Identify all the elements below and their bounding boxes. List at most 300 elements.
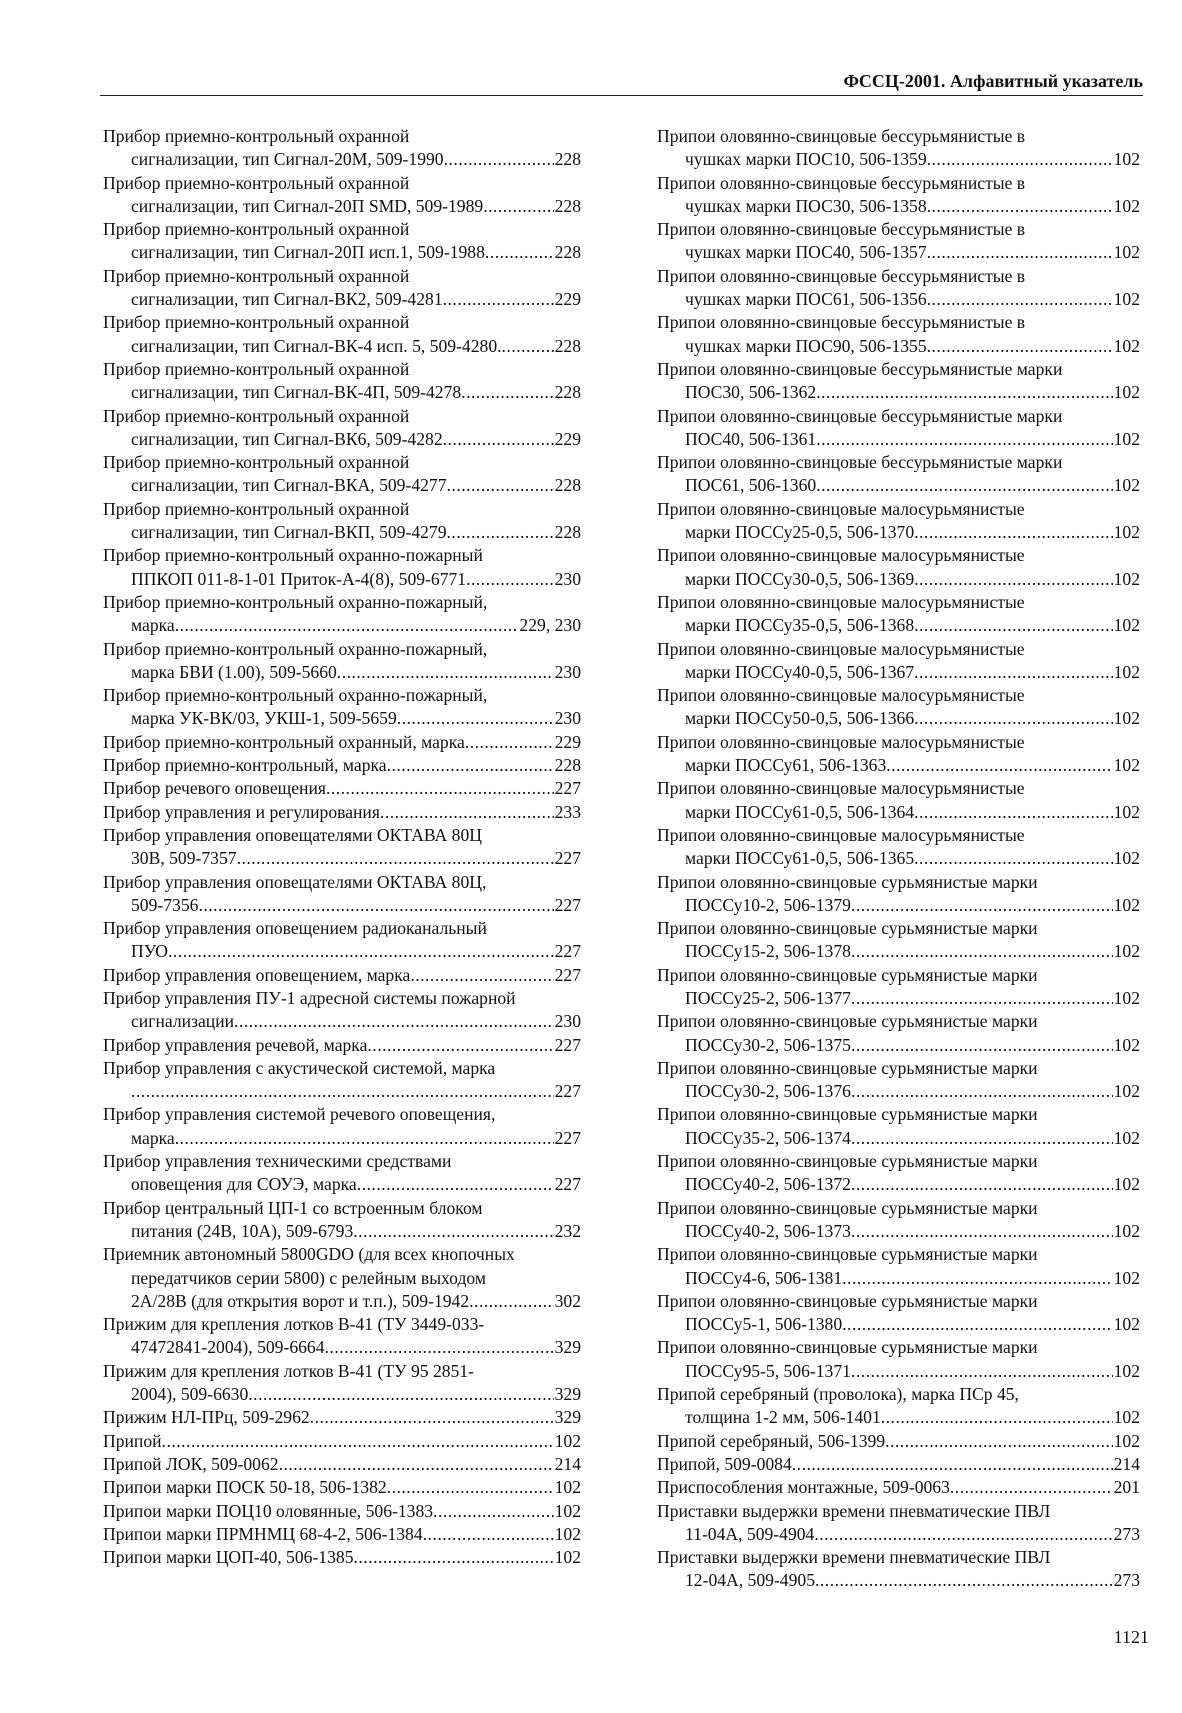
entry-text: ПОССу4-6, 506-1381 (685, 1267, 843, 1288)
index-entry (103, 1476, 581, 1499)
index-entry (657, 1103, 1140, 1150)
entry-continuation (103, 568, 581, 591)
index-entry (657, 1383, 1140, 1430)
dot-leader (950, 1476, 1113, 1499)
entry-text: 2А/28В (для открытия ворот и т.п.), 509-1942 (131, 1290, 470, 1311)
dot-leader (927, 241, 1113, 264)
dot-leader (914, 847, 1112, 870)
entry-text: Прибор приемно-контрольный охранной (103, 405, 410, 426)
dot-leader (367, 1034, 553, 1057)
entry-term (103, 405, 581, 428)
dot-leader (851, 987, 1113, 1010)
dot-leader (410, 964, 553, 987)
index-entry (657, 1336, 1140, 1383)
entry-text: ПОССу30-2, 506-1376 (685, 1081, 851, 1102)
entry-page-ref: 329 (554, 1337, 581, 1358)
entry-text: Припои оловянно-свинцовые малосурьмянистые (657, 638, 1025, 659)
entry-term (657, 1197, 1140, 1220)
entry-term (103, 1476, 581, 1499)
entry-page-ref: 227 (554, 964, 581, 985)
index-entry (657, 684, 1140, 731)
dot-leader (483, 195, 553, 218)
entry-continuation (657, 428, 1140, 451)
entry-page-ref: 228 (554, 755, 581, 776)
entry-text: Прибор приемно-контрольный охранно-пожарный (103, 545, 483, 566)
entry-page-ref: 227 (554, 1127, 581, 1148)
entry-continuation (103, 661, 581, 684)
entry-text: марки ПОССу50-0,5, 506-1366 (685, 708, 915, 729)
entry-page-ref: 227 (554, 1174, 581, 1195)
entry-text: Прибор приемно-контрольный охранной (103, 452, 410, 473)
entry-page-ref: 102 (1113, 289, 1140, 310)
entry-page-ref: 228 (554, 382, 581, 403)
entry-page-ref: 102 (1113, 568, 1140, 589)
entry-continuation (657, 381, 1140, 404)
entry-page-ref: 102 (554, 1430, 581, 1451)
index-column-left (103, 125, 581, 1569)
entry-continuation (103, 195, 581, 218)
entry-term (103, 451, 581, 474)
entry-text: Прибор приемно-контрольный охранной (103, 498, 410, 519)
entry-text: Прибор управления с акустической системой, марка (103, 1057, 496, 1078)
entry-page-ref: 102 (1113, 1407, 1140, 1428)
dot-leader (357, 1173, 554, 1196)
entry-term (657, 871, 1140, 894)
entry-text: ППКОП 011-8-1-01 Приток-А-4(8), 509-6771 (131, 568, 467, 589)
index-entry (103, 451, 581, 498)
entry-term (103, 311, 581, 334)
index-entry (103, 871, 581, 918)
entry-term (657, 265, 1140, 288)
entry-text: Прижим для крепления лотков В-41 (ТУ 95 2851- (103, 1360, 474, 1381)
entry-text: Приемник автономный 5800GDO (для всех кнопочных (103, 1244, 515, 1265)
index-entry (657, 311, 1140, 358)
entry-text: Припои оловянно-свинцовые бессурьмянистые в (657, 265, 1026, 286)
entry-term (103, 172, 581, 195)
dot-leader (502, 335, 554, 358)
entry-page-ref: 102 (1113, 242, 1140, 263)
entry-continuation (103, 1127, 581, 1150)
index-entry (657, 172, 1140, 219)
entry-term (103, 987, 581, 1010)
entry-text: Приставки выдержки времени пневматические ПВЛ (657, 1547, 1051, 1568)
index-entry (103, 1034, 581, 1057)
entry-page-ref: 102 (1113, 428, 1140, 449)
dot-leader (851, 940, 1113, 963)
entry-text: сигнализации, тип Сигнал-20М, 509-1990 (131, 149, 444, 170)
entry-page-ref: 102 (554, 1477, 581, 1498)
entry-page-ref: 102 (1113, 1360, 1140, 1381)
index-entry (657, 405, 1140, 452)
dot-leader (466, 568, 554, 591)
entry-text: Припои оловянно-свинцовые сурьмянистые марки (657, 1290, 1038, 1311)
dot-leader (469, 1290, 553, 1313)
entry-text: Прибор приемно-контрольный охранной (103, 358, 410, 379)
index-entry (103, 1430, 581, 1453)
dot-leader (423, 1523, 554, 1546)
entry-text: Припои оловянно-свинцовые сурьмянистые марки (657, 1244, 1038, 1265)
dot-leader (162, 1430, 554, 1453)
entry-page-ref: 230 (554, 708, 581, 729)
entry-page-ref: 102 (1113, 1267, 1140, 1288)
entry-text: Припои оловянно-свинцовые сурьмянистые марки (657, 1104, 1038, 1125)
entry-text: Припои оловянно-свинцовые сурьмянистые марки (657, 964, 1038, 985)
dot-leader (816, 428, 1112, 451)
entry-term (103, 544, 581, 567)
entry-page-ref: 227 (554, 1081, 581, 1102)
entry-continuation (103, 335, 581, 358)
index-entry (657, 1197, 1140, 1244)
entry-term (657, 1243, 1140, 1266)
entry-term (103, 1523, 581, 1546)
entry-term (657, 405, 1140, 428)
entry-continuation (657, 1523, 1140, 1546)
entry-term (657, 777, 1140, 800)
entry-text: 12-04А, 509-4905 (685, 1570, 815, 1591)
entry-text: ПОССу25-2, 506-1377 (685, 987, 851, 1008)
index-entry (657, 917, 1140, 964)
entry-page-ref: 273 (1113, 1523, 1140, 1544)
entry-text: толщина 1-2 мм, 506-1401 (685, 1407, 881, 1428)
entry-term (103, 1500, 581, 1523)
dot-leader (279, 1453, 554, 1476)
index-entry (103, 1313, 581, 1360)
entry-text: сигнализации, тип Сигнал-ВК6, 509-4282 (131, 428, 443, 449)
entry-page-ref: 102 (554, 1547, 581, 1568)
entry-term (657, 172, 1140, 195)
dot-leader (914, 801, 1112, 824)
entry-text: Припой, 509-0084 (657, 1453, 792, 1474)
entry-text: Припои оловянно-свинцовые сурьмянистые марки (657, 1197, 1038, 1218)
entry-text: Припои марки ПОЦ10 оловянные, 506-1383 (103, 1500, 434, 1521)
entry-page-ref: 102 (1113, 475, 1140, 496)
entry-page-ref: 302 (554, 1290, 581, 1311)
entry-text: 509-7356 (131, 894, 199, 915)
entry-continuation (657, 614, 1140, 637)
entry-page-ref: 102 (1113, 941, 1140, 962)
entry-continuation (103, 474, 581, 497)
entry-term (657, 1430, 1140, 1453)
entry-continuation (657, 1220, 1140, 1243)
entry-continuation (657, 148, 1140, 171)
entry-term (103, 754, 581, 777)
entry-term (657, 1010, 1140, 1033)
entry-term (103, 1057, 581, 1080)
entry-page-ref: 229 (554, 289, 581, 310)
index-entry (103, 801, 581, 824)
entry-continuation (103, 1290, 581, 1313)
entry-text: ПОС40, 506-1361 (685, 428, 817, 449)
entry-page-ref: 329 (554, 1384, 581, 1405)
entry-term (103, 358, 581, 381)
entry-continuation (657, 1080, 1140, 1103)
entry-text: Прибор управления ПУ-1 адресной системы пожарной (103, 987, 516, 1008)
index-entry (103, 172, 581, 219)
entry-term (103, 871, 581, 894)
entry-continuation (103, 521, 581, 544)
entry-page-ref: 102 (1113, 1081, 1140, 1102)
dot-leader (447, 474, 554, 497)
page-number: 1121 (1113, 1627, 1149, 1647)
entry-page-ref: 102 (1113, 1220, 1140, 1241)
entry-continuation (103, 1383, 581, 1406)
index-entry (657, 265, 1140, 312)
entry-page-ref: 227 (554, 778, 581, 799)
dot-leader (851, 1220, 1113, 1243)
index-entry (103, 591, 581, 638)
entry-text: 2004), 509-6630 (131, 1384, 249, 1405)
entry-text: Прибор управления и регулирования (103, 801, 380, 822)
entry-text: Припои оловянно-свинцовые малосурьмянистые (657, 685, 1025, 706)
entry-term (657, 684, 1140, 707)
entry-text: Припой серебряный, 506-1399 (657, 1430, 886, 1451)
entry-page-ref: 229 (554, 731, 581, 752)
dot-leader (325, 1336, 554, 1359)
entry-text: Припой (103, 1430, 162, 1451)
entry-text: Припой ЛОК, 509-0062 (103, 1453, 279, 1474)
entry-page-ref: 102 (1113, 987, 1140, 1008)
dot-leader (354, 1546, 554, 1569)
index-entry (103, 265, 581, 312)
entry-text: ПОССу35-2, 506-1374 (685, 1127, 851, 1148)
entry-text: Припои оловянно-свинцовые бессурьмянистые в (657, 172, 1026, 193)
entry-text: сигнализации, тип Сигнал-ВКА, 509-4277 (131, 475, 447, 496)
entry-text: марка (131, 615, 175, 636)
index-entry (103, 218, 581, 265)
dot-leader (927, 148, 1113, 171)
entry-term (657, 824, 1140, 847)
dot-leader (248, 1383, 553, 1406)
index-entry (103, 498, 581, 545)
entry-term (103, 1150, 581, 1173)
entry-term (103, 1197, 581, 1220)
index-entry (103, 405, 581, 452)
entry-continuation (103, 288, 581, 311)
dot-leader (792, 1453, 1113, 1476)
entry-term (103, 917, 581, 940)
dot-leader (885, 1430, 1113, 1453)
entry-continuation (657, 195, 1140, 218)
dot-leader (816, 381, 1112, 404)
entry-text: ПОССу5-1, 506-1380 (685, 1314, 843, 1335)
entry-term (103, 125, 581, 148)
entry-text: Припои оловянно-свинцовые бессурьмянистые марки (657, 358, 1063, 379)
entry-text: питания (24В, 10А), 509-6793 (131, 1220, 354, 1241)
index-entry (103, 125, 581, 172)
dot-leader (816, 474, 1112, 497)
entry-page-ref: 228 (554, 149, 581, 170)
entry-term (657, 1290, 1140, 1313)
entry-text: марка УК-ВК/03, УКШ-1, 509-5659 (131, 708, 397, 729)
entry-continuation (103, 1173, 581, 1196)
entry-term (103, 1103, 581, 1126)
entry-text: ПОССу40-2, 506-1372 (685, 1174, 851, 1195)
entry-page-ref: 329 (554, 1407, 581, 1428)
entry-continuation (657, 1360, 1140, 1383)
entry-text: ПОССу10-2, 506-1379 (685, 894, 851, 915)
index-entry (657, 777, 1140, 824)
entry-page-ref: 228 (554, 335, 581, 356)
entry-text: Припои оловянно-свинцовые сурьмянистые марки (657, 1057, 1038, 1078)
entry-page-ref: 102 (1113, 708, 1140, 729)
entry-text: Припои оловянно-свинцовые сурьмянистые марки (657, 1337, 1038, 1358)
header-title: ФССЦ-2001. Алфавитный указатель (843, 71, 1143, 91)
dot-leader (237, 847, 554, 870)
entry-continuation (103, 428, 581, 451)
entry-text: Прибор приемно-контрольный, марка (103, 755, 387, 776)
dot-leader (353, 1220, 553, 1243)
entry-text: Прибор приемно-контрольный охранный, марка (103, 731, 465, 752)
entry-continuation (657, 1173, 1140, 1196)
entry-text: Прибор управления оповещателями ОКТАВА 80Ц, (103, 871, 487, 892)
entry-text: марки ПОССу30-0,5, 506-1369 (685, 568, 915, 589)
entry-continuation (657, 661, 1140, 684)
dot-leader (465, 731, 554, 754)
index-entry (657, 498, 1140, 545)
entry-text: Припои оловянно-свинцовые бессурьмянистые марки (657, 405, 1063, 426)
entry-page-ref: 102 (1113, 661, 1140, 682)
entry-continuation (657, 987, 1140, 1010)
entry-term (657, 1383, 1140, 1406)
entry-continuation (657, 754, 1140, 777)
entry-term (657, 964, 1140, 987)
index-entry (103, 1406, 581, 1429)
entry-text: Приспособления монтажные, 509-0063 (657, 1477, 950, 1498)
dot-leader (851, 894, 1113, 917)
entry-page-ref: 102 (1113, 615, 1140, 636)
entry-continuation (657, 1406, 1140, 1429)
entry-text: Припои оловянно-свинцовые сурьмянистые марки (657, 871, 1038, 892)
index-entry (103, 1103, 581, 1150)
entry-continuation (103, 614, 581, 637)
dot-leader (310, 1406, 554, 1429)
entry-page-ref: 102 (554, 1523, 581, 1544)
entry-text: Припои оловянно-свинцовые малосурьмянистые (657, 778, 1025, 799)
dot-leader (842, 1313, 1112, 1336)
dot-leader (168, 940, 554, 963)
entry-text: Прибор управления техническими средствами (103, 1151, 452, 1172)
entry-term (657, 1150, 1140, 1173)
entry-text: сигнализации, тип Сигнал-ВКП, 509-4279 (131, 522, 447, 543)
entry-term (103, 265, 581, 288)
index-entry (103, 1360, 581, 1407)
entry-text: Прибор приемно-контрольный охранно-пожарный, (103, 638, 488, 659)
index-entry (103, 731, 581, 754)
index-entry (103, 1150, 581, 1197)
dot-leader (380, 801, 554, 824)
dot-leader (914, 521, 1112, 544)
entry-text: 11-04А, 509-4904 (685, 1523, 815, 1544)
entry-term (657, 218, 1140, 241)
entry-text: сигнализации, тип Сигнал-20П исп.1, 509-1988 (131, 242, 485, 263)
entry-text: Припои марки ПОСК 50-18, 506-1382 (103, 1477, 387, 1498)
entry-page-ref: 227 (554, 848, 581, 869)
entry-text: сигнализации (131, 1011, 235, 1032)
entry-term (103, 638, 581, 661)
index-entry (103, 777, 581, 800)
entry-page-ref: 227 (554, 894, 581, 915)
entry-term (657, 1057, 1140, 1080)
dot-leader (234, 1010, 554, 1033)
index-entry (657, 1057, 1140, 1104)
dot-leader (387, 1476, 554, 1499)
entry-page-ref: 102 (554, 1500, 581, 1521)
entry-page-ref: 230 (554, 1011, 581, 1032)
entry-text: Припои оловянно-свинцовые малосурьмянистые (657, 731, 1025, 752)
index-entry (103, 754, 581, 777)
index-entry (657, 824, 1140, 871)
dot-leader (815, 1569, 1113, 1592)
entry-text: Прибор приемно-контрольный охранно-пожарный, (103, 591, 488, 612)
entry-text: Прибор управления речевой, марка (103, 1034, 368, 1055)
entry-page-ref: 102 (1113, 1314, 1140, 1335)
index-entry (657, 358, 1140, 405)
index-entry (103, 358, 581, 405)
entry-term (103, 1360, 581, 1383)
dot-leader (914, 568, 1112, 591)
entry-continuation (657, 288, 1140, 311)
entry-text: Припои оловянно-свинцовые бессурьмянистые в (657, 219, 1026, 240)
entry-continuation (657, 1127, 1140, 1150)
entry-page-ref: 227 (554, 941, 581, 962)
entry-page-ref: 232 (554, 1220, 581, 1241)
index-entry (657, 218, 1140, 265)
entry-continuation (657, 1267, 1140, 1290)
entry-page-ref: 102 (1113, 1430, 1140, 1451)
entry-page-ref: 233 (554, 801, 581, 822)
entry-continuation (657, 335, 1140, 358)
entry-text: марки ПОССу35-0,5, 506-1368 (685, 615, 915, 636)
dot-leader (175, 1127, 554, 1150)
entry-page-ref: 214 (554, 1453, 581, 1474)
entry-continuation (657, 940, 1140, 963)
entry-page-ref: 230 (554, 661, 581, 682)
entry-continuation (103, 940, 581, 963)
entry-continuation (103, 707, 581, 730)
entry-page-ref: 273 (1113, 1570, 1140, 1591)
entry-text: Прибор управления оповещателями ОКТАВА 80Ц (103, 824, 482, 845)
entry-term (103, 1243, 581, 1266)
dot-leader (927, 335, 1113, 358)
index-entry (657, 871, 1140, 918)
entry-text: Припой серебряный (проволока), марка ПСр 45, (657, 1384, 1019, 1405)
entry-term (103, 498, 581, 521)
entry-term (103, 1313, 581, 1336)
entry-text: сигнализации, тип Сигнал-ВК-4 исп. 5, 509-4280. (131, 335, 502, 356)
entry-text: ПОС30, 506-1362 (685, 382, 817, 403)
entry-term (103, 684, 581, 707)
entry-term (657, 917, 1140, 940)
entry-term (103, 591, 581, 614)
entry-term (103, 824, 581, 847)
entry-text: Прибор приемно-контрольный охранной (103, 219, 410, 240)
entry-page-ref: 230 (554, 568, 581, 589)
entry-page-ref: 102 (1113, 1127, 1140, 1148)
entry-text: Прибор приемно-контрольный охранной (103, 265, 410, 286)
entry-term (103, 1430, 581, 1453)
entry-term (657, 498, 1140, 521)
entry-page-ref: 102 (1113, 149, 1140, 170)
entry-text: ПОС61, 506-1360 (685, 475, 817, 496)
index-entry (103, 1523, 581, 1546)
dot-leader (397, 707, 554, 730)
index-entry (103, 1057, 581, 1104)
index-entry (657, 731, 1140, 778)
entry-continuation (657, 521, 1140, 544)
entry-page-ref: 102 (1113, 382, 1140, 403)
entry-text: чушках марки ПОС61, 506-1356 (685, 289, 927, 310)
entry-term (657, 311, 1140, 334)
